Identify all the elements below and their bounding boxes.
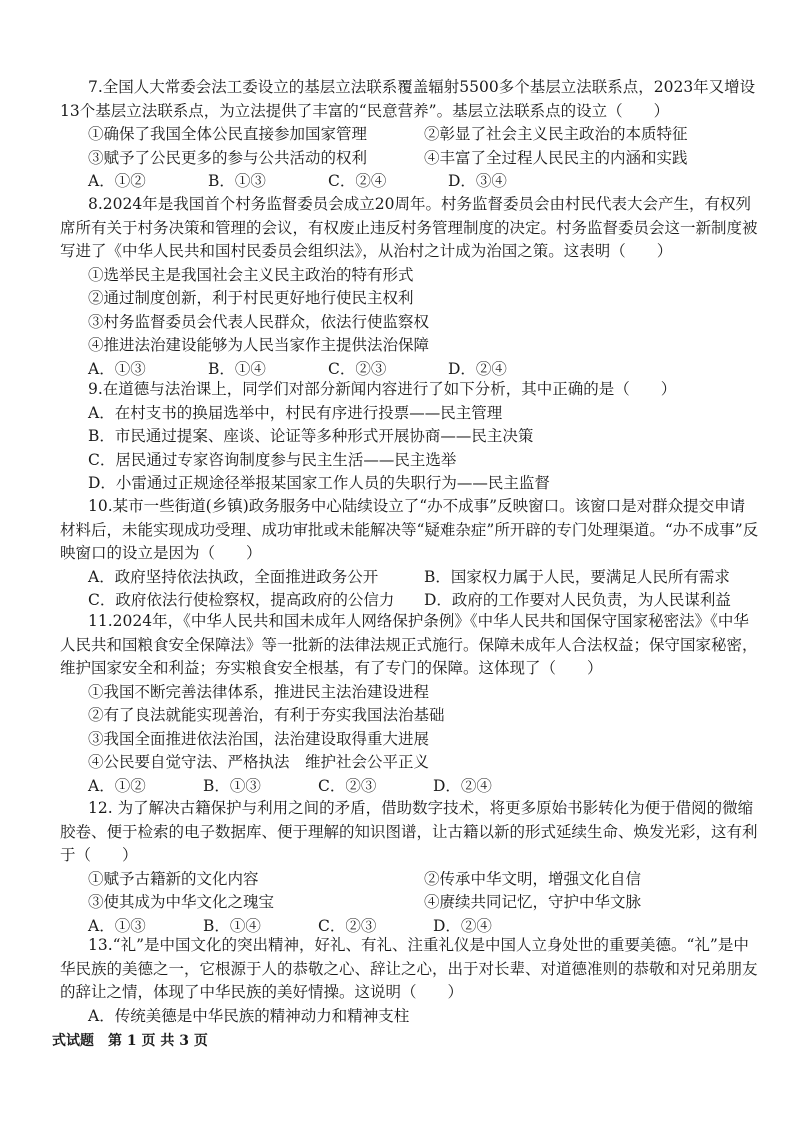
statement-row [60,891,760,915]
question-8 [60,193,760,381]
option-b: B．市民通过提案、座谈、论证等多种形式开展协商——民主决策 [88,427,534,445]
statement-1: ①赋予古籍新的文化内容 [88,869,259,888]
question-12 [60,797,760,938]
option-c: C．②③ [328,359,387,378]
option-b: B．①④ [203,916,261,935]
option-d: D．②④ [433,776,492,795]
option-b: B．国家权力属于人民，要满足人民所有需求 [424,567,730,586]
statement-row [60,147,760,171]
option-a: A．在村支书的换届选举中，村民有序进行投票——民主管理 [88,403,503,422]
question-stem: 9.在道德与法治课上，同学们对部分新闻内容进行了如下分析，其中正确的是（ ） [88,380,677,398]
statement-2: ②有了良法就能实现善治，有利于夯实我国法治基础 [88,706,445,724]
question-stem: 7.全国人大常委会法工委设立的基层立法联系覆盖辐射5500多个基层立法联系点，2023年又增设13个基层立法联系点，为立法提供了丰富的“民意营养”。基层立法联系点的设立（ ） [60,78,756,120]
option-d: D．政府的工作要对人民负责，为人民谋利益 [424,591,731,609]
question-stem: 11.2024年，《中华人民共和国未成年人网络保护条例》《中华人民共和国保守国家秘密法》《中华人民共和国粮食安全保障法》等一批新的法律法规正式施行。保障未成年人合法权益；保守国家秘密，维护国家安全和利益；夯实粮食安全根基，有了专门的保障。这体现了（ ） [60,612,758,677]
option-d: D．小雷通过正规途径举报某国家工作人员的失职行为——民主监督 [88,474,550,492]
statement-row [60,868,760,892]
question-10 [60,495,760,613]
question-stem: 12. 为了解决古籍保护与利用之间的矛盾，借助数字技术，将更多原始书影转化为便于借阅的微缩胶卷、便于检索的电子数据库、便于理解的知识图谱，让古籍以新的形式延续生命、焕发光彩，这有利于（ ） [60,799,758,864]
option-d: D．③④ [448,172,507,190]
statement-3: ③赋予了公民更多的参与公共活动的权利 [88,148,368,167]
option-c: C．②④ [328,172,387,190]
question-stem: 8.2024年是我国首个村务监督委员会成立20周年。村务监督委员会由村民代表大会产生，有权列席所有关于村务决策和管理的会议，有权废止违反村务管理制度的决定。村务监督委员会这一新制度被写进了《中华人民共和国村民委员会组织法》，从治村之计成为治国之策。这表明（ ） [60,195,758,260]
answer-options [60,170,760,194]
statement-2: ②传承中华文明，增强文化自信 [424,869,642,888]
statement-4: ④赓续共同记忆，守护中华文脉 [424,893,642,911]
option-a: A．政府坚持依法执政，全面推进政务公开 [88,567,379,586]
question-9 [60,378,760,496]
option-c: C．②③ [318,916,377,935]
option-row [60,589,760,613]
statement-row [60,123,760,147]
statement-3: ③使其成为中华文化之瑰宝 [88,893,275,911]
question-stem: 13.“礼”是中国文化的突出精神，好礼、有礼、注重礼仪是中国人立身处世的重要美德。“礼”是中华民族的美德之一，它根源于人的恭敬之心、辞让之心，出于对长辈、对道德准则的恭敬和对兄弟朋友的辞让之情，体现了中华民族的美好情操。这说明（ ） [60,936,758,1001]
statement-1: ①确保了我国全体公民直接参加国家管理 [88,125,368,143]
answer-options [60,775,760,799]
option-c: C．居民通过专家咨询制度参与民主生活——民主选举 [88,450,457,469]
option-d: D．②④ [448,359,507,378]
option-c: C．政府依法行使检察权，提高政府的公信力 [88,591,395,609]
question-13 [60,934,760,1028]
option-b: B．①③ [208,172,266,190]
option-a: A．①③ [88,916,146,935]
statement-3: ③我国全面推进依法治国，法治建设取得重大进展 [88,729,430,748]
option-a: A．①② [88,172,146,190]
question-7 [60,76,760,194]
option-a: A．①② [88,776,146,795]
option-c: C．②③ [318,776,377,795]
statement-2: ②彰显了社会主义民主政治的本质特征 [424,125,688,143]
statement-1: ①选举民主是我国社会主义民主政治的特有形式 [88,265,414,284]
option-row [60,566,760,590]
statement-3: ③村务监督委员会代表人民群众，依法行使监察权 [88,312,430,331]
statement-1: ①我国不断完善法律体系，推进民主法治建设进程 [88,682,430,701]
statement-4: ④公民要自觉守法、严格执法 维护社会公平正义 [88,753,430,771]
page-footer: 式试题 第 1 页 共 3 页 [52,1033,208,1049]
option-a: A．传统美德是中华民族的精神动力和精神支柱 [88,1006,410,1025]
option-d: D．②④ [433,916,492,935]
question-11 [60,610,760,798]
question-stem: 10.某市一些街道(乡镇)政务服务中心陆续设立了“办不成事”反映窗口。该窗口是对群众提交申请材料后，未能实现成功受理、成功审批或未能解决等“疑难杂症”所开辟的专门处理渠道。“办不成事”反映窗口的设立是因为（ ） [60,497,759,562]
statement-4: ④丰富了全过程人民民主的内涵和实践 [424,148,688,167]
option-a: A．①③ [88,359,146,378]
option-b: B．①④ [208,359,266,378]
option-b: B．①③ [203,776,261,795]
statement-2: ②通过制度创新，利于村民更好地行使民主权利 [88,289,414,307]
statement-4: ④推进法治建设能够为人民当家作主提供法治保障 [88,336,430,354]
